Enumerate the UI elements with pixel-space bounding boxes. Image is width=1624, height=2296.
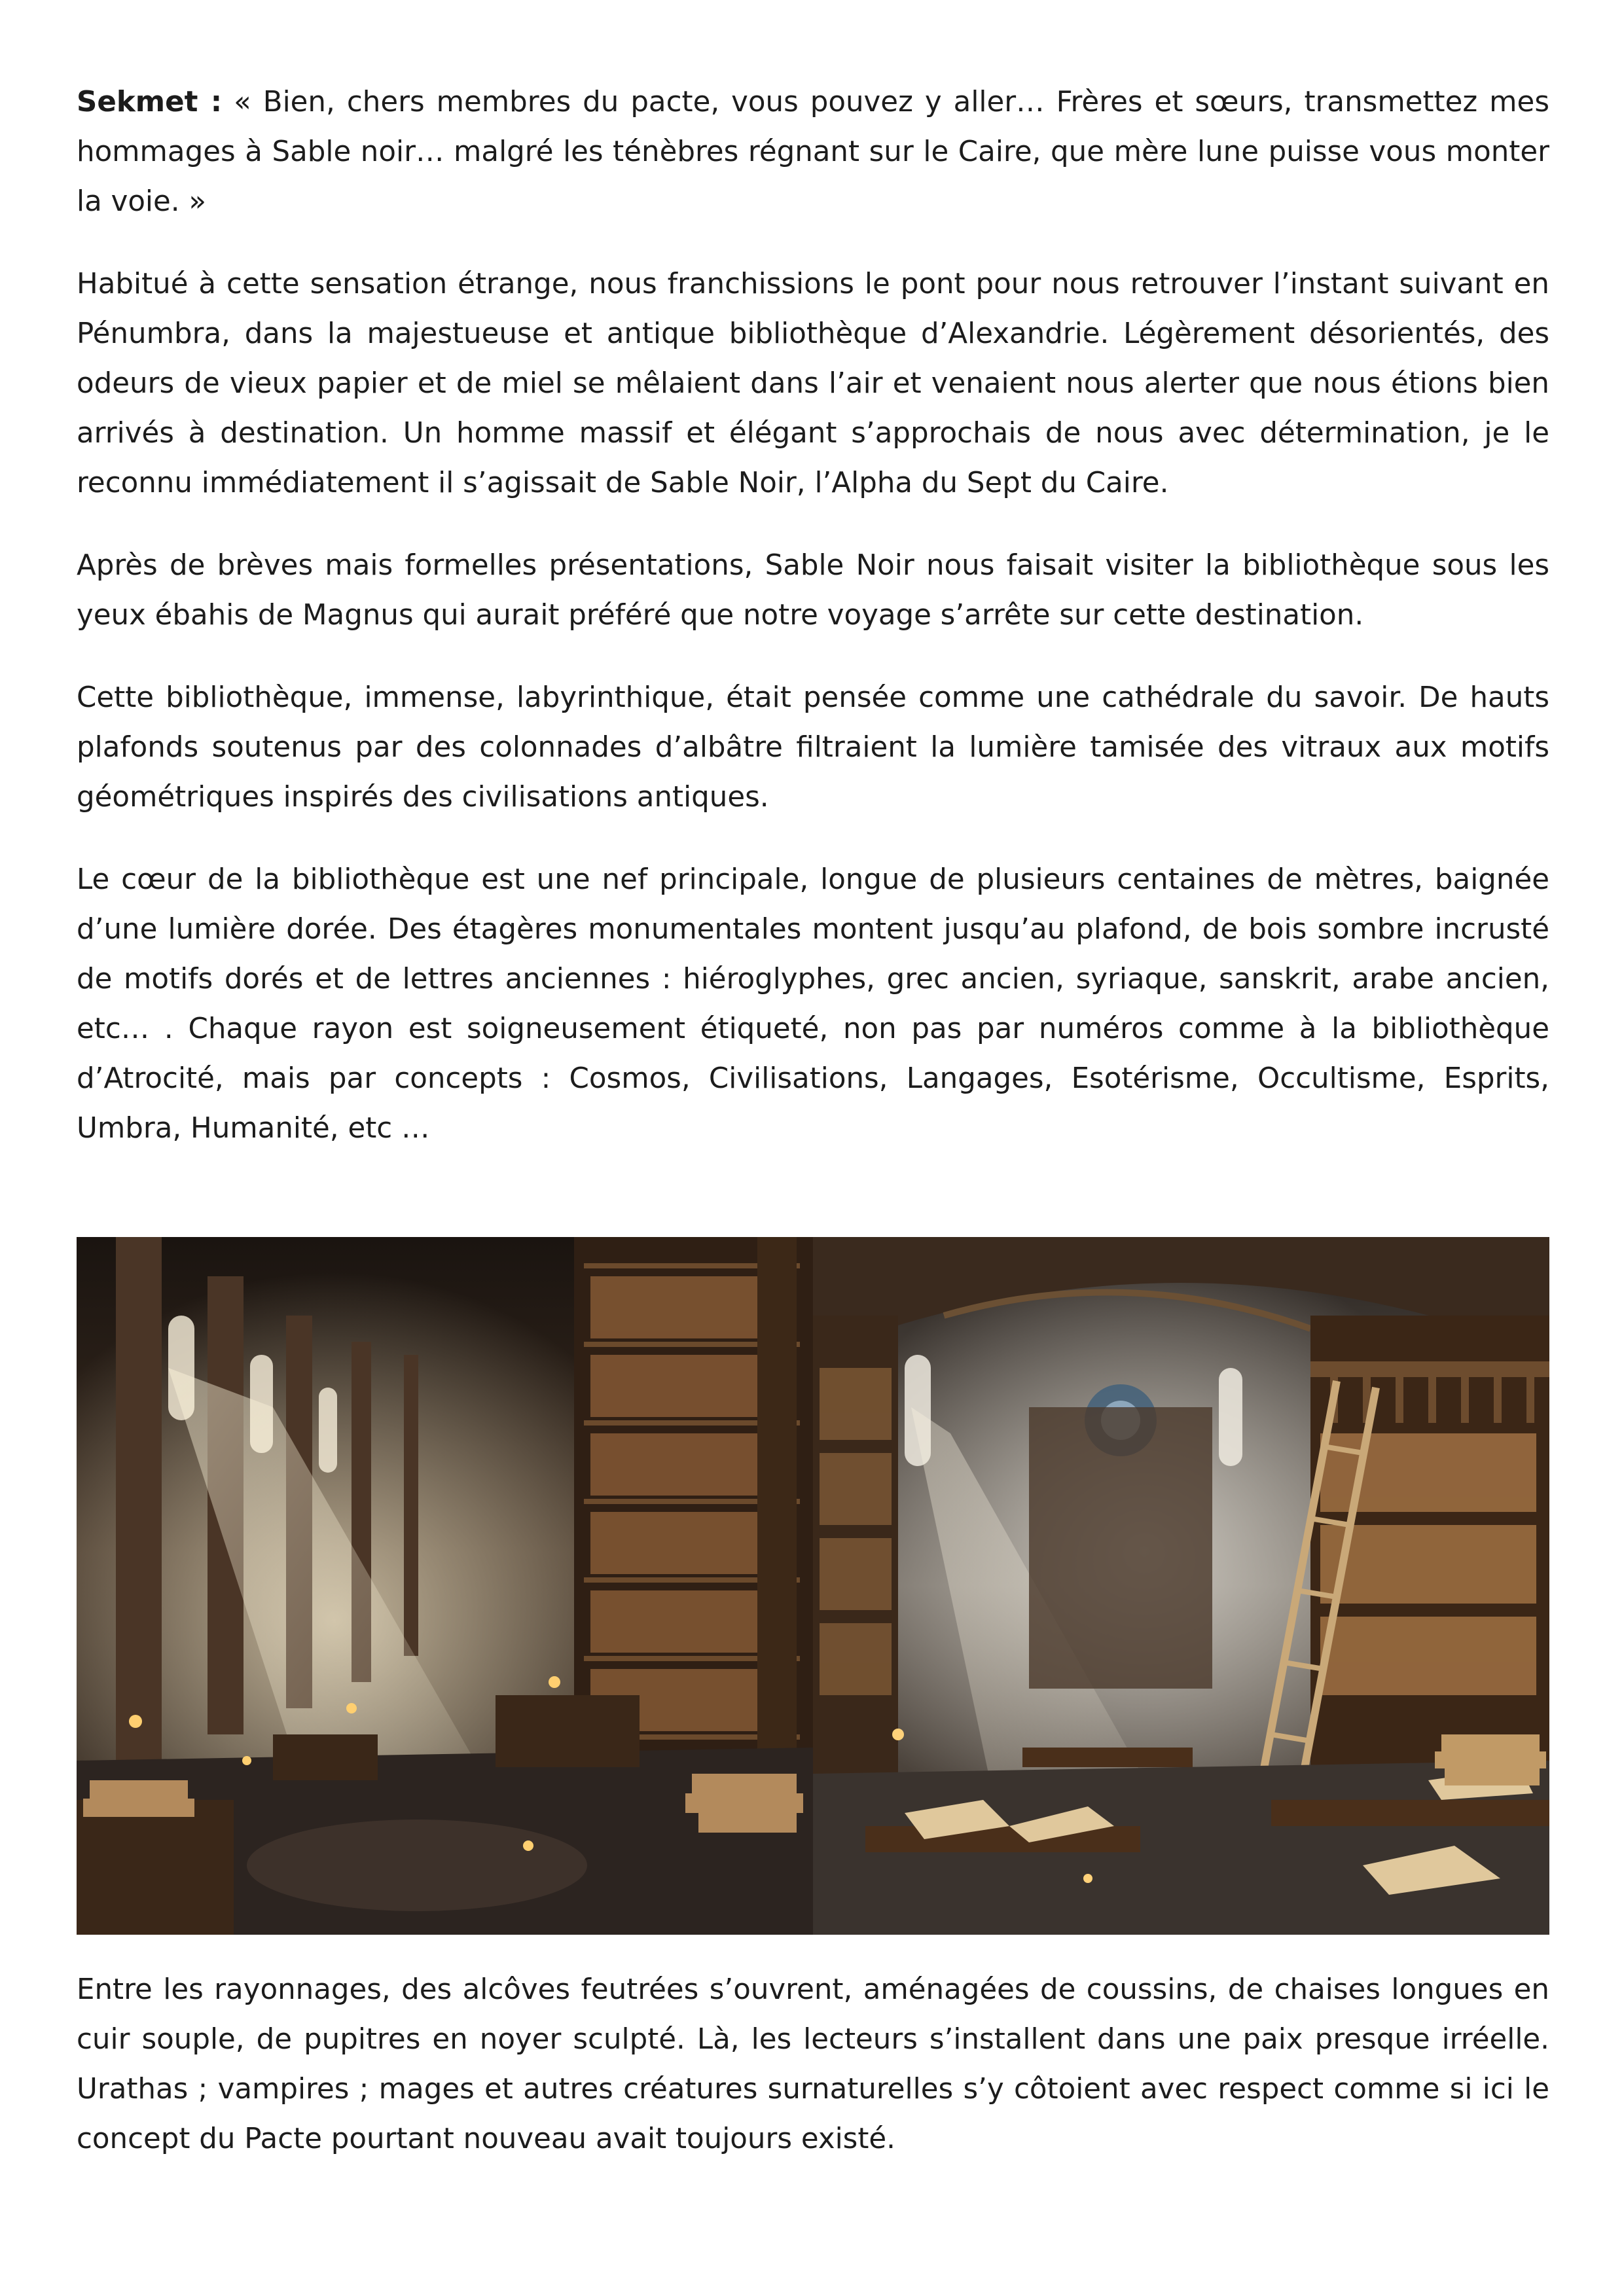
speaker-name: Sekmet : — [77, 86, 223, 118]
paragraph-cathedral: Cette bibliothèque, immense, labyrinthique, était pensée comme une cathédrale du savoir. De hauts plafonds soutenus par des colonnades d’albâtre filtraient la lumière tamisée des vitraux aux motifs géométriques inspirés des civilisations antiques. — [77, 681, 1549, 814]
dialogue-paragraph — [77, 77, 1549, 226]
library-image-left — [77, 1237, 813, 1935]
library-illustration — [77, 1237, 1549, 1935]
dialogue-text: « Bien, chers membres du pacte, vous pouvez y aller… Frères et sœurs, transmettez mes hommages à Sable noir… malgré les ténèbres régnant sur le Caire, que mère lune puisse vous monter la voie. » — [77, 86, 1549, 218]
paragraph-alcoves: Entre les rayonnages, des alcôves feutrées s’ouvrent, aménagées de coussins, de chaises longues en cuir souple, de pupitres en noyer sculpté. Là, les lecteurs s’installent dans une paix presque irréelle. Urathas ; vampires ; mages et autres créatures surnaturelles s’y côtoient avec respect comme si ici le concept du Pacte pourtant nouveau avait toujours existé. — [77, 1973, 1549, 2155]
document-body-continued — [77, 1965, 1549, 2164]
paragraph-nave: Le cœur de la bibliothèque est une nef principale, longue de plusieurs centaines de mètres, baignée d’une lumière dorée. Des étagères monumentales montent jusqu’au plafond, de bois sombre incrusté de motifs dorés et de lettres anciennes : hiéroglyphes, grec ancien, syriaque, sanskrit, arabe ancien, etc… . Chaque rayon est soigneusement étiqueté, non pas par numéros comme à la bibliothèque d’Atrocité, mais par concepts : Cosmos, Civilisations, Langages, Esotérisme, Occultisme, Esprits, Umbra, Humanité, etc … — [77, 863, 1549, 1145]
document-body — [77, 77, 1549, 1153]
paragraph-visit: Après de brèves mais formelles présentations, Sable Noir nous faisait visiter la bibliothèque sous les yeux ébahis de Magnus qui aurait préféré que notre voyage s’arrête sur cette destination. — [77, 549, 1549, 632]
paragraph-arrival: Habitué à cette sensation étrange, nous franchissions le pont pour nous retrouver l’instant suivant en Pénumbra, dans la majestueuse et antique bibliothèque d’Alexandrie. Légèrement désorientés, des odeurs de vieux papier et de miel se mêlaient dans l’air et venaient nous alerter que nous étions bien arrivés à destination. Un homme massif et élégant s’approchais de nous avec détermination, je le reconnu immédiatement il s’agissait de Sable Noir, l’Alpha du Sept du Caire. — [77, 268, 1549, 499]
library-image-right — [813, 1237, 1549, 1935]
